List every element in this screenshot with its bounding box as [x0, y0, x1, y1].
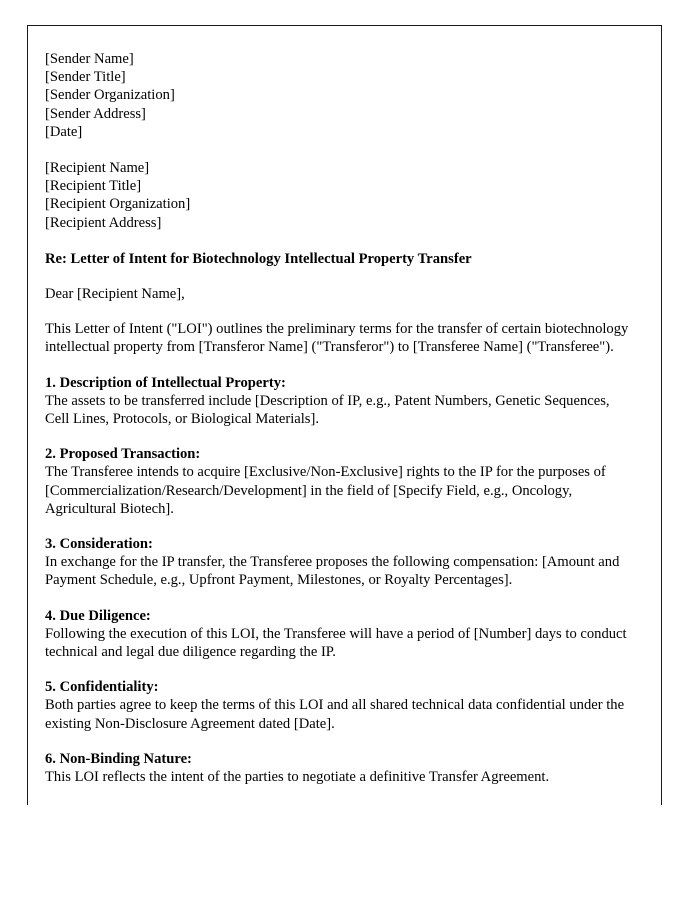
- document-body: [45, 50, 633, 786]
- intro-paragraph: This Letter of Intent ("LOI") outlines the preliminary terms for the transfer of certain biotechnology intellectual property from [Transferor Name] ("Transferor") to [Transferee Name] ("Transferee").: [45, 321, 629, 356]
- spacer-after-recipient: [45, 232, 633, 250]
- subject-line: Re: Letter of Intent for Biotechnology Intellectual Property Transfer: [45, 250, 472, 267]
- spacer-before-section-2: [45, 428, 633, 445]
- sender-title: [Sender Title]: [45, 69, 126, 86]
- spacer-after-subject: [45, 268, 633, 285]
- sender-name: [Sender Name]: [45, 51, 134, 67]
- recipient-name: [Recipient Name]: [45, 160, 150, 177]
- spacer-before-section-1: [45, 357, 633, 374]
- section-6-heading: 6. Non-Binding Nature:: [45, 750, 192, 767]
- section-1-body: The assets to be transferred include [Description of IP, e.g., Patent Numbers, Genetic Sequences, Cell Lines, Protocols, or Biological Materials].: [45, 392, 610, 428]
- sender-organization: [Sender Organization]: [45, 87, 175, 104]
- sender-address-block: [45, 50, 633, 141]
- section-2-body: The Transferee intends to acquire [Exclusive/Non-Exclusive] rights to the IP for the purposes of [Commercialization/Research/Development] in the field of [Specify Field, e.g., Oncology, Agricultural Biotech].: [45, 464, 606, 517]
- recipient-address: [Recipient Address]: [45, 214, 162, 231]
- salutation: Dear [Recipient Name],: [45, 286, 185, 303]
- section-1-heading: 1. Description of Intellectual Property:: [45, 374, 286, 391]
- section-2-heading: 2. Proposed Transaction:: [45, 446, 201, 463]
- spacer-after-salutation: [45, 303, 633, 320]
- spacer-before-section-5: [45, 661, 633, 678]
- sender-date: [Date]: [45, 123, 83, 140]
- spacer-before-section-6: [45, 733, 633, 750]
- section-3-body: In exchange for the IP transfer, the Transferee proposes the following compensation: [Amount and Payment Schedule, e.g., Upfront Payment, Milestones, or Royalty Percentages].: [45, 554, 620, 589]
- recipient-organization: [Recipient Organization]: [45, 196, 191, 213]
- recipient-title: [Recipient Title]: [45, 178, 142, 195]
- section-4-heading: 4. Due Diligence:: [45, 607, 151, 624]
- section-6-body: This LOI reflects the intent of the parties to negotiate a definitive Transfer Agreement.: [45, 769, 550, 786]
- section-3-heading: 3. Consideration:: [45, 536, 153, 553]
- spacer-before-section-3: [45, 518, 633, 535]
- section-5-heading: 5. Confidentiality:: [45, 679, 159, 696]
- recipient-address-block: [45, 159, 633, 232]
- sender-address: [Sender Address]: [45, 105, 146, 122]
- spacer-before-section-4: [45, 590, 633, 607]
- spacer-after-sender: [45, 141, 633, 159]
- document-page: [27, 25, 662, 805]
- section-4-body: Following the execution of this LOI, the Transferee will have a period of [Number] days to conduct technical and legal due diligence regarding the IP.: [45, 625, 627, 661]
- section-5-body: Both parties agree to keep the terms of this LOI and all shared technical data confidential under the existing Non-Disclosure Agreement dated [Date].: [45, 697, 625, 732]
